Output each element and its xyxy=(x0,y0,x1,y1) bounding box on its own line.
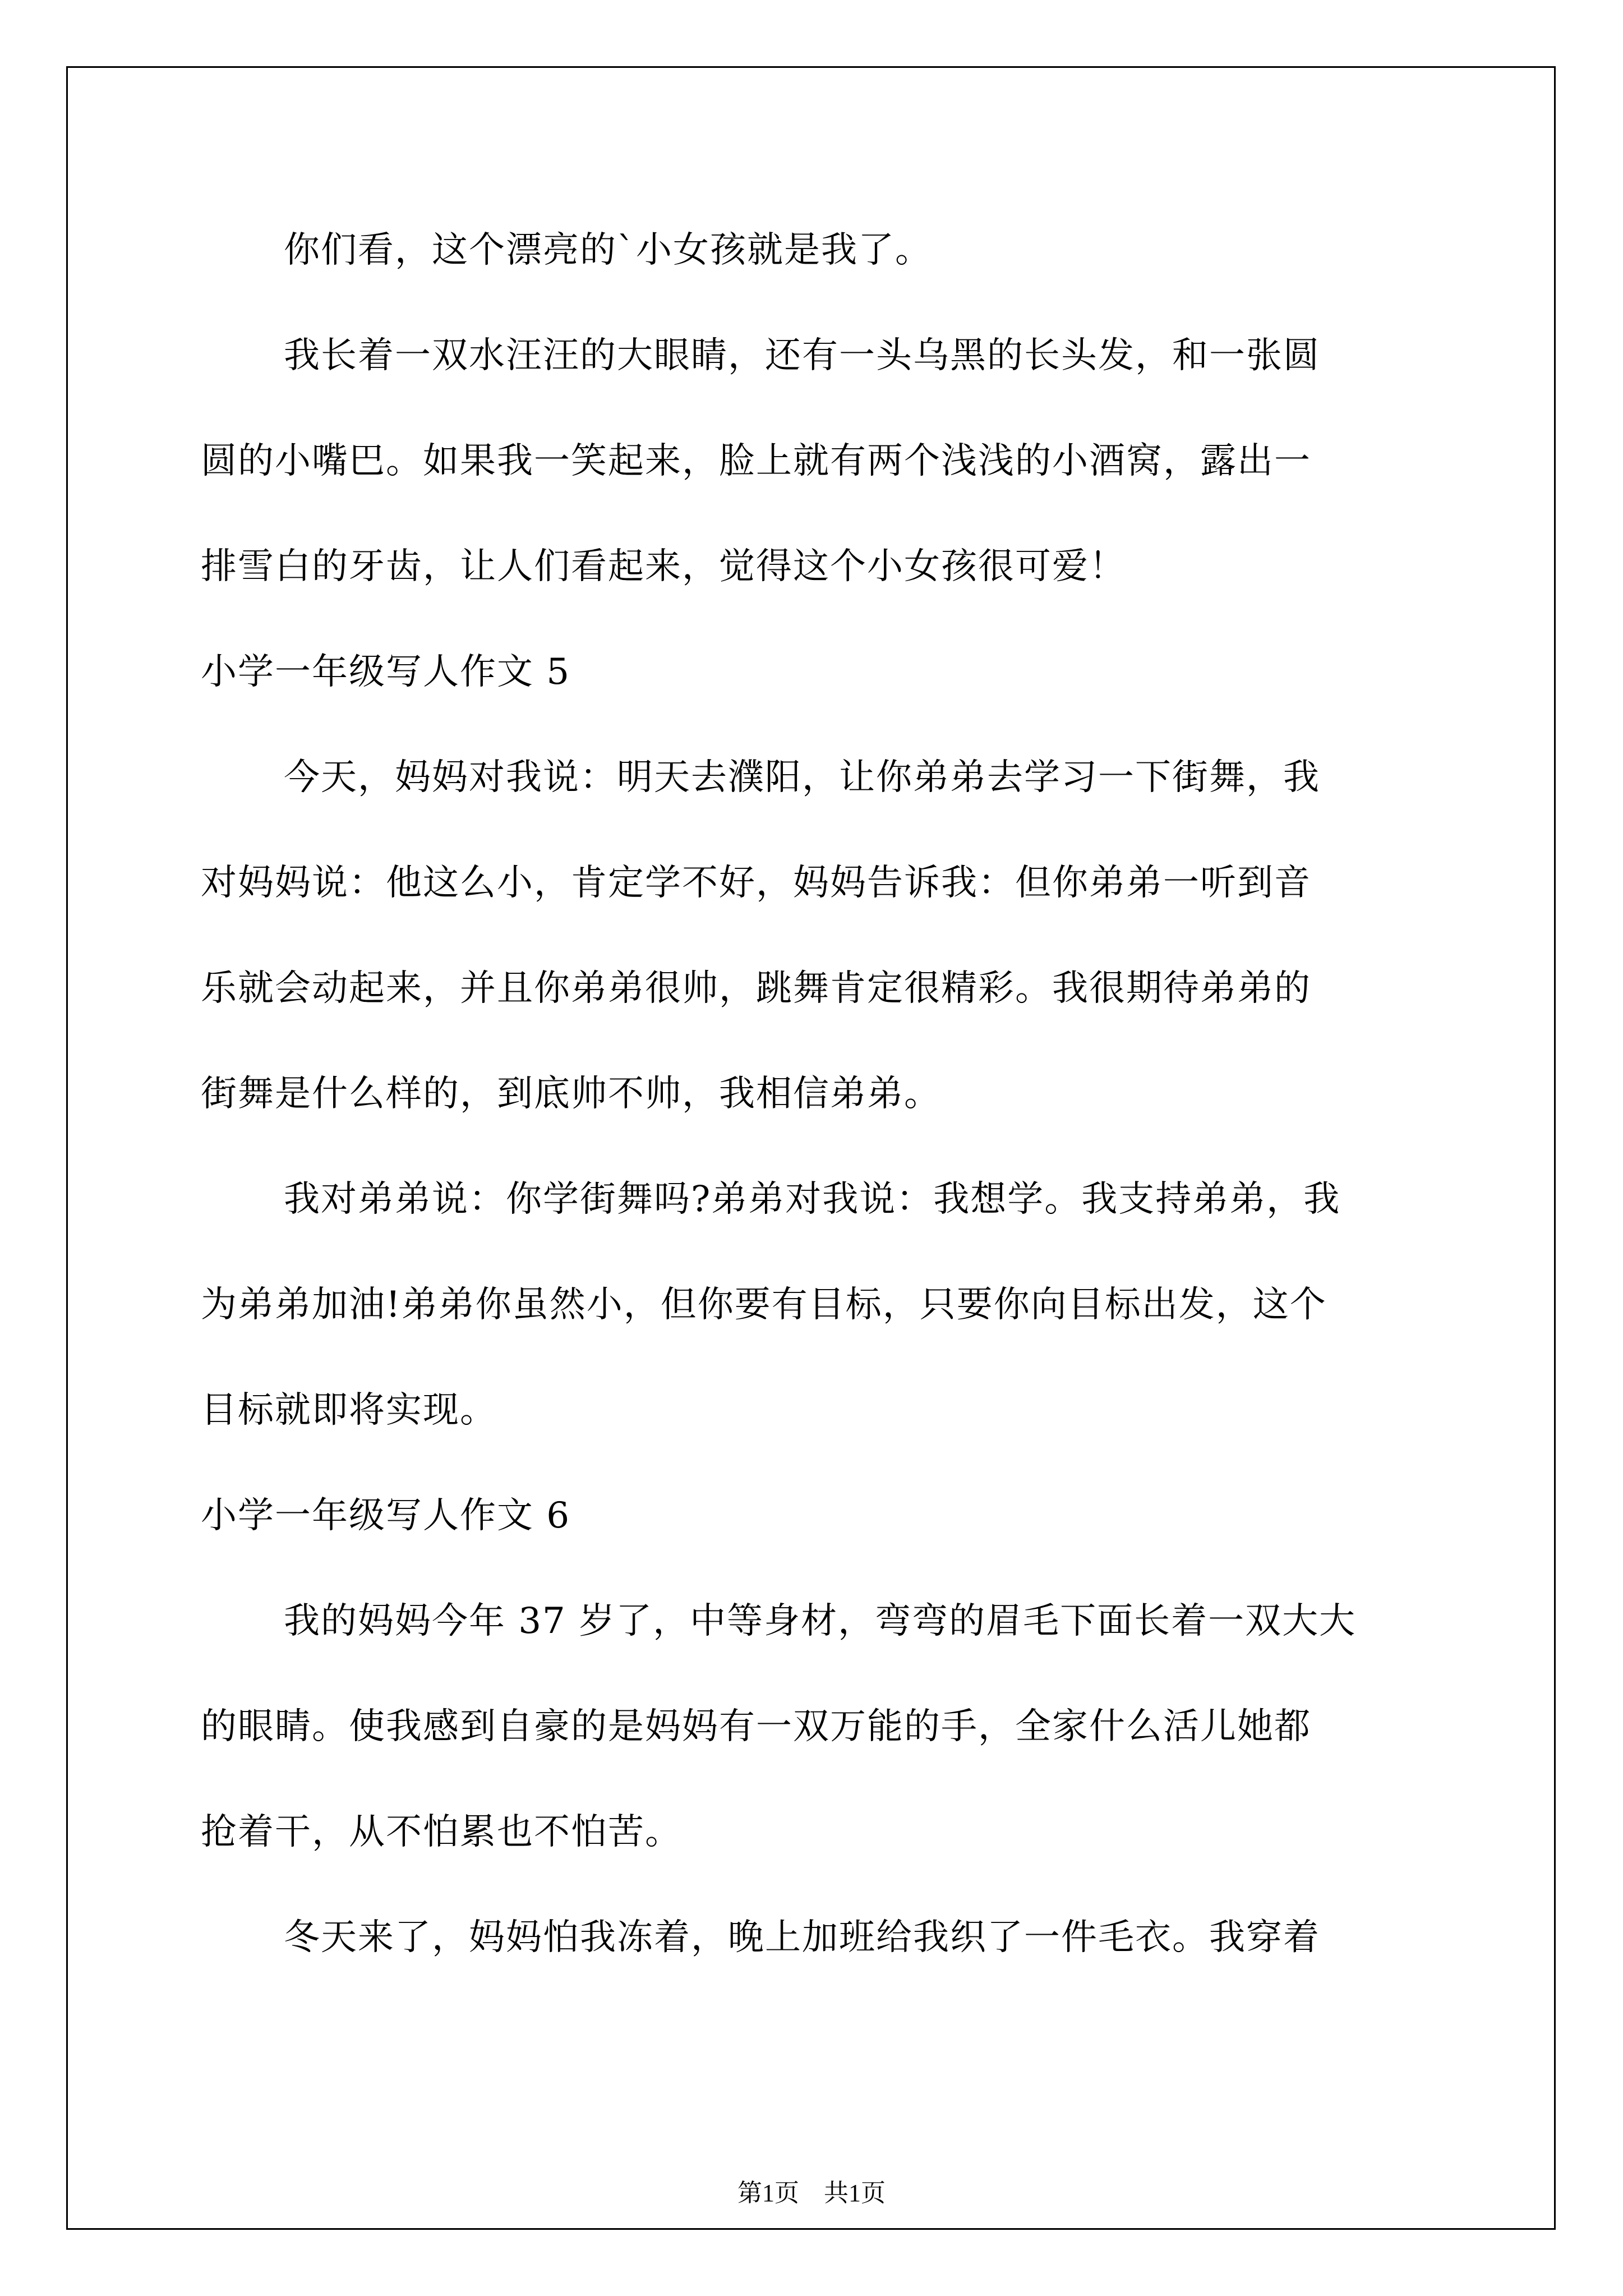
paragraph-line: 为弟弟加油!弟弟你虽然小，但你要有目标，只要你向目标出发，这个 xyxy=(201,1284,1327,1326)
paragraph-line: 排雪白的牙齿，让人们看起来，觉得这个小女孩很可爱！ xyxy=(201,546,1126,587)
paragraph-line: 的眼睛。使我感到自豪的是妈妈有一双万能的手，全家什么活儿她都 xyxy=(201,1706,1311,1747)
paragraph-line: 你们看，这个漂亮的`小女孩就是我了。 xyxy=(284,229,932,271)
paragraph-line: 我长着一双水汪汪的大眼睛，还有一头乌黑的长头发，和一张圆 xyxy=(284,335,1320,376)
paragraph-line: 我的妈妈今年 37 岁了，中等身材，弯弯的眉毛下面长着一双大大 xyxy=(284,1600,1357,1642)
paragraph-line: 街舞是什么样的，到底帅不帅，我相信弟弟。 xyxy=(201,1073,941,1115)
section-heading: 小学一年级写人作文 6 xyxy=(201,1495,571,1536)
paragraph-line: 冬天来了，妈妈怕我冻着，晚上加班给我织了一件毛衣。我穿着 xyxy=(284,1917,1320,1958)
paragraph-line: 我对弟弟说：你学街舞吗?弟弟对我说：我想学。我支持弟弟，我 xyxy=(284,1179,1341,1220)
section-heading: 小学一年级写人作文 5 xyxy=(201,651,571,693)
page-total: 共1页 xyxy=(824,2179,886,2207)
paragraph-line: 对妈妈说：他这么小，肯定学不好，妈妈告诉我：但你弟弟一听到音 xyxy=(201,862,1311,904)
paragraph-line: 乐就会动起来，并且你弟弟很帅，跳舞肯定很精彩。我很期待弟弟的 xyxy=(201,968,1311,1009)
paragraph-line: 抢着干，从不怕累也不怕苦。 xyxy=(201,1811,682,1853)
paragraph-line: 目标就即将实现。 xyxy=(201,1389,497,1431)
paragraph-line: 今天，妈妈对我说：明天去濮阳，让你弟弟去学习一下街舞，我 xyxy=(284,757,1320,798)
page-number: 第1页 xyxy=(737,2179,799,2207)
page-footer xyxy=(0,2177,1623,2210)
document-body xyxy=(201,219,1429,2012)
paragraph-line: 圆的小嘴巴。如果我一笑起来，脸上就有两个浅浅的小酒窝，露出一 xyxy=(201,440,1311,482)
